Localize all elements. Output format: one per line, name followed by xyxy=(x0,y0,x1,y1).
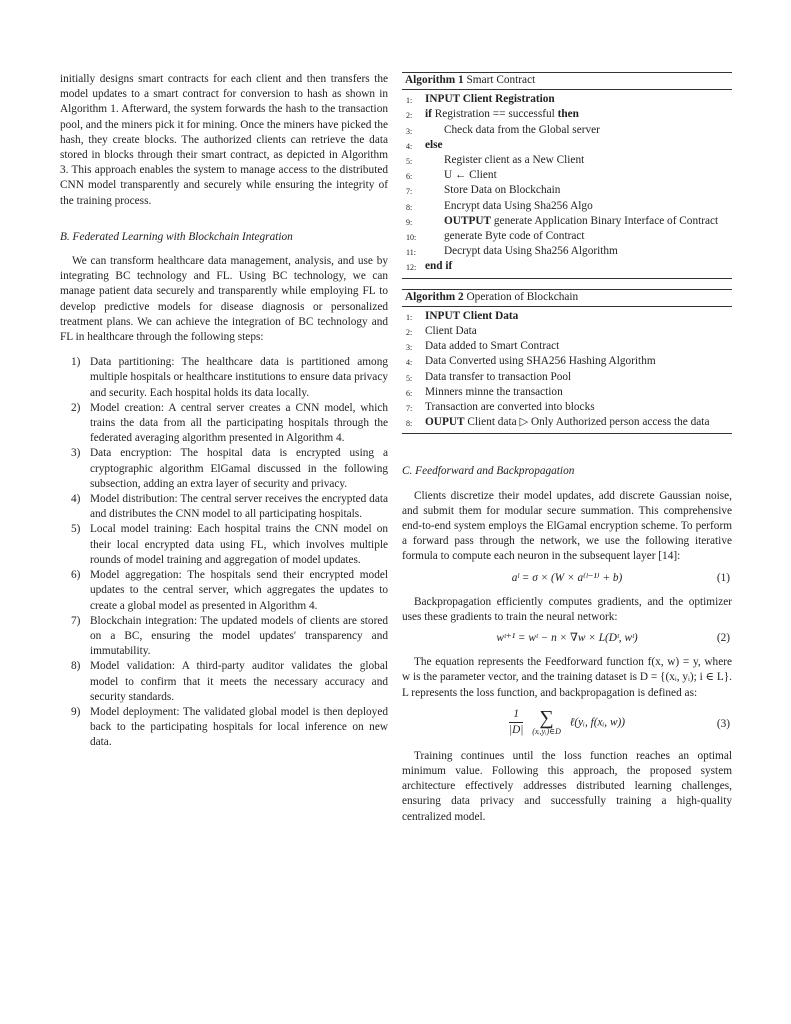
list-item xyxy=(60,492,388,522)
algorithm-2-label: Algorithm 2 xyxy=(405,290,464,303)
summation-symbol: ∑ xyxy=(539,706,554,729)
algorithm-line xyxy=(402,138,732,153)
left-column xyxy=(60,72,388,751)
algorithm-line xyxy=(402,370,732,385)
list-item-number: 5) xyxy=(71,523,81,536)
list-item xyxy=(60,568,388,614)
list-item-number: 3) xyxy=(71,447,81,460)
line-number: 7: xyxy=(406,404,413,414)
equation-3-number: (3) xyxy=(716,717,730,730)
section-c-heading: C. Feedforward and Backpropagation xyxy=(402,465,575,478)
line-text: Store Data on Blockchain xyxy=(444,184,561,197)
list-item-number: 6) xyxy=(71,569,81,582)
line-text: generate Application Binary Interface of Contract xyxy=(491,214,719,227)
list-item xyxy=(60,401,388,447)
line-number: 12: xyxy=(406,263,417,273)
line-number: 5: xyxy=(406,157,413,167)
algorithm-2 xyxy=(402,289,732,435)
list-item xyxy=(60,659,388,705)
algorithm-1-body xyxy=(402,90,732,277)
list-item-number: 2) xyxy=(71,401,81,414)
algorithm-line xyxy=(402,400,732,415)
line-number: 8: xyxy=(406,419,413,429)
line-number: 4: xyxy=(406,358,413,368)
equation-1 xyxy=(402,569,732,591)
algorithm-line xyxy=(402,339,732,354)
line-number: 7: xyxy=(406,187,413,197)
algorithm-line xyxy=(402,168,732,183)
list-item-number: 4) xyxy=(71,493,81,506)
equation-3-summation xyxy=(532,706,561,736)
section-c-paragraph-1: Clients discretize their model updates, add discrete Gaussian noise, and submit them for modular secure summation. This comprehensive end-to-end system employs the ElGamal encryption scheme. To perform a forward pass through the network, we use the following iterative formula to compute each neuron in the subsequent layer [14]: xyxy=(402,489,732,563)
algorithm-line xyxy=(402,214,732,229)
line-keyword: OUPUT xyxy=(425,416,465,429)
line-number: 1: xyxy=(406,312,413,322)
algorithm-line xyxy=(402,259,732,274)
section-c-paragraph-4: Training continues until the loss function reaches an optimal minimum value. Following this approach, the proposed system architecture effectively addresses distributed learning challenges, ensuring data privacy and successfully training a high-quality centralized model. xyxy=(402,749,732,823)
equation-3-numerator: 1 xyxy=(509,707,523,723)
line-number: 3: xyxy=(406,343,413,353)
list-item-text: Local model training: Each hospital trains the CNN model on their local encrypted data using FL, which involves multiple rounds of model training and aggregation of model updates. xyxy=(90,523,388,566)
equation-2-body: wᵗ⁺¹ = wᵗ − n × ∇w × L(Dᵗ, wᵗ) xyxy=(496,632,638,645)
equation-3-denominator: |D| xyxy=(508,723,524,736)
list-item-text: Model creation: A central server creates a CNN model, which trains the data from all the participating hospitals through the federated averaging algorithm presented in Algorithm 4. xyxy=(90,401,388,445)
algorithm-line xyxy=(402,123,732,138)
algorithm-line xyxy=(402,415,732,430)
list-item-number: 1) xyxy=(71,356,81,369)
line-number: 6: xyxy=(406,172,413,182)
equation-1-number: (1) xyxy=(716,571,730,584)
list-item-number: 8) xyxy=(71,660,81,673)
algorithm-line xyxy=(402,229,732,244)
list-item-text: Data encryption: The hospital data is encrypted using a cryptographic algorithm ElGamal discussed in the following subsection, adding an extra layer of security and privacy. xyxy=(90,447,388,490)
algorithm-line xyxy=(402,244,732,259)
line-text: Data Converted using SHA256 Hashing Algorithm xyxy=(425,355,656,368)
line-number: 6: xyxy=(406,388,413,398)
line-number: 10: xyxy=(406,233,417,243)
algorithm-2-body xyxy=(402,307,732,434)
section-b-paragraph: We can transform healthcare data management, analysis, and use by integrating BC technology and FL. Using BC technology, we can manage patient data securely and transparently while employing FL to develop predictive models for disease diagnosis or personalized treatment plans. We can achieve the integration of BC technology and FL in healthcare through the following steps: xyxy=(60,255,388,344)
line-text: generate Byte code of Contract xyxy=(444,230,585,243)
line-keyword: else xyxy=(425,138,443,151)
algorithm-line xyxy=(402,153,732,168)
algorithm-2-title: Operation of Blockchain xyxy=(466,290,579,303)
algorithm-2-header xyxy=(402,290,732,307)
list-item xyxy=(60,355,388,401)
line-text: Decrypt data Using Sha256 Algorithm xyxy=(444,245,618,258)
line-text: Register client as a New Client xyxy=(444,154,585,167)
list-item-number: 7) xyxy=(71,614,81,627)
intro-paragraph: initially designs smart contracts for each client and then transfers the model updates to a smart contract for conversion to hash as shown in Algorithm 1. Afterward, the system forwards the hash to the transaction pool, and the miners pick it for mining. Once the miners have picked the hash, they create blocks. The authorized clients can retrieve the data stored in blocks through their smart contract, as depicted in Algorithm 3. This approach enables the system to manage access to the distributed CNN model transparently and securely while ensuring the integrity of the training process. xyxy=(60,73,388,207)
equation-3-fraction xyxy=(509,707,523,738)
list-item xyxy=(60,522,388,568)
algorithm-line xyxy=(402,385,732,400)
algorithm-line xyxy=(402,92,732,107)
list-item-number: 9) xyxy=(71,705,81,718)
line-text: Data added to Smart Contract xyxy=(425,340,560,353)
line-text: Client data ▷ Only Authorized person access the data xyxy=(464,416,710,429)
section-c-paragraph-2: Backpropagation efficiently computes gradients, and the optimizer uses these gradients to train the neural network: xyxy=(402,595,732,623)
algorithm-line xyxy=(402,309,732,324)
equation-3 xyxy=(402,705,732,745)
algorithm-line xyxy=(402,107,732,122)
algorithm-1-title: Smart Contract xyxy=(466,74,536,86)
list-item-text: Model distribution: The central server receives the encrypted data and distributes the CNN model to all participating hospitals. xyxy=(90,493,388,521)
equation-3-body xyxy=(402,707,732,738)
line-number: 4: xyxy=(406,141,413,151)
line-keyword: then xyxy=(557,108,579,121)
list-item-text: Blockchain integration: The updated models of clients are stored on a BC, ensuring the model updates' transparency and immutability. xyxy=(90,614,388,658)
equation-3-term: ℓ(yᵢ, f(xᵢ, w)) xyxy=(569,716,626,728)
line-text: U ← Client xyxy=(444,169,497,182)
algorithm-1-label: Algorithm 1 xyxy=(405,74,464,86)
line-keyword: end if xyxy=(425,260,453,273)
line-text: Encrypt data Using Sha256 Algo xyxy=(444,199,593,212)
equation-2-number: (2) xyxy=(716,632,730,645)
algorithm-1-header xyxy=(402,73,732,90)
line-text: Transaction are converted into blocks xyxy=(425,401,595,414)
line-text: Client Data xyxy=(425,325,477,338)
algorithm-line xyxy=(402,183,732,198)
algorithm-1 xyxy=(402,72,732,279)
list-item xyxy=(60,705,388,751)
line-number: 1: xyxy=(406,96,413,106)
line-text: Data transfer to transaction Pool xyxy=(425,370,572,383)
list-item xyxy=(60,446,388,492)
section-c-paragraph-3: The equation represents the Feedforward function f(x, w) = y, where w is the parameter vector, and the training dataset is D = {(xᵢ, yᵢ); i ∈ L}. L represents the loss function, and backpropagation is defined as: xyxy=(402,656,732,699)
right-column xyxy=(402,72,732,825)
line-text: Minners minne the transaction xyxy=(425,385,563,398)
line-number: 5: xyxy=(406,373,413,383)
list-item-text: Model validation: A third-party auditor validates the global model to confirm that it meets the necessary accuracy and security standards. xyxy=(90,660,388,703)
line-number: 9: xyxy=(406,217,413,227)
list-item-text: Data partitioning: The healthcare data is partitioned among multiple hospitals or healthcare institutions to ensure data privacy and security. Each hospital holds its data locally. xyxy=(90,356,388,399)
line-keyword: INPUT Client Registration xyxy=(425,93,555,106)
line-number: 8: xyxy=(406,202,413,212)
line-keyword: INPUT Client Data xyxy=(425,309,519,322)
line-keyword: OUTPUT xyxy=(444,214,492,227)
summation-subscript: (xᵢ,yᵢ)∈D xyxy=(532,726,561,736)
steps-list xyxy=(60,355,388,750)
line-keyword: if xyxy=(425,108,432,121)
algorithm-line xyxy=(402,324,732,339)
line-number: 2: xyxy=(406,111,413,121)
list-item-text: Model deployment: The validated global model is then deployed back to the participating hospitals for local inference on new data. xyxy=(90,705,388,749)
equation-1-body: aˡ = σ × (W × a⁽ˡ⁻¹⁾ + b) xyxy=(511,571,623,584)
equation-2 xyxy=(402,629,732,651)
algorithm-line xyxy=(402,199,732,214)
section-b-heading: B. Federated Learning with Blockchain Integration xyxy=(60,230,293,243)
line-number: 3: xyxy=(406,126,413,136)
algorithm-line xyxy=(402,354,732,369)
line-number: 2: xyxy=(406,328,413,338)
list-item xyxy=(60,614,388,660)
line-text: Check data from the Global server xyxy=(444,123,600,136)
line-number: 11: xyxy=(406,248,416,258)
list-item-text: Model aggregation: The hospitals send their encrypted model updates to the central server, which aggregates the updates to create a global model as presented in Algorithm 4. xyxy=(90,569,388,612)
line-text: Registration == successful xyxy=(431,108,558,121)
